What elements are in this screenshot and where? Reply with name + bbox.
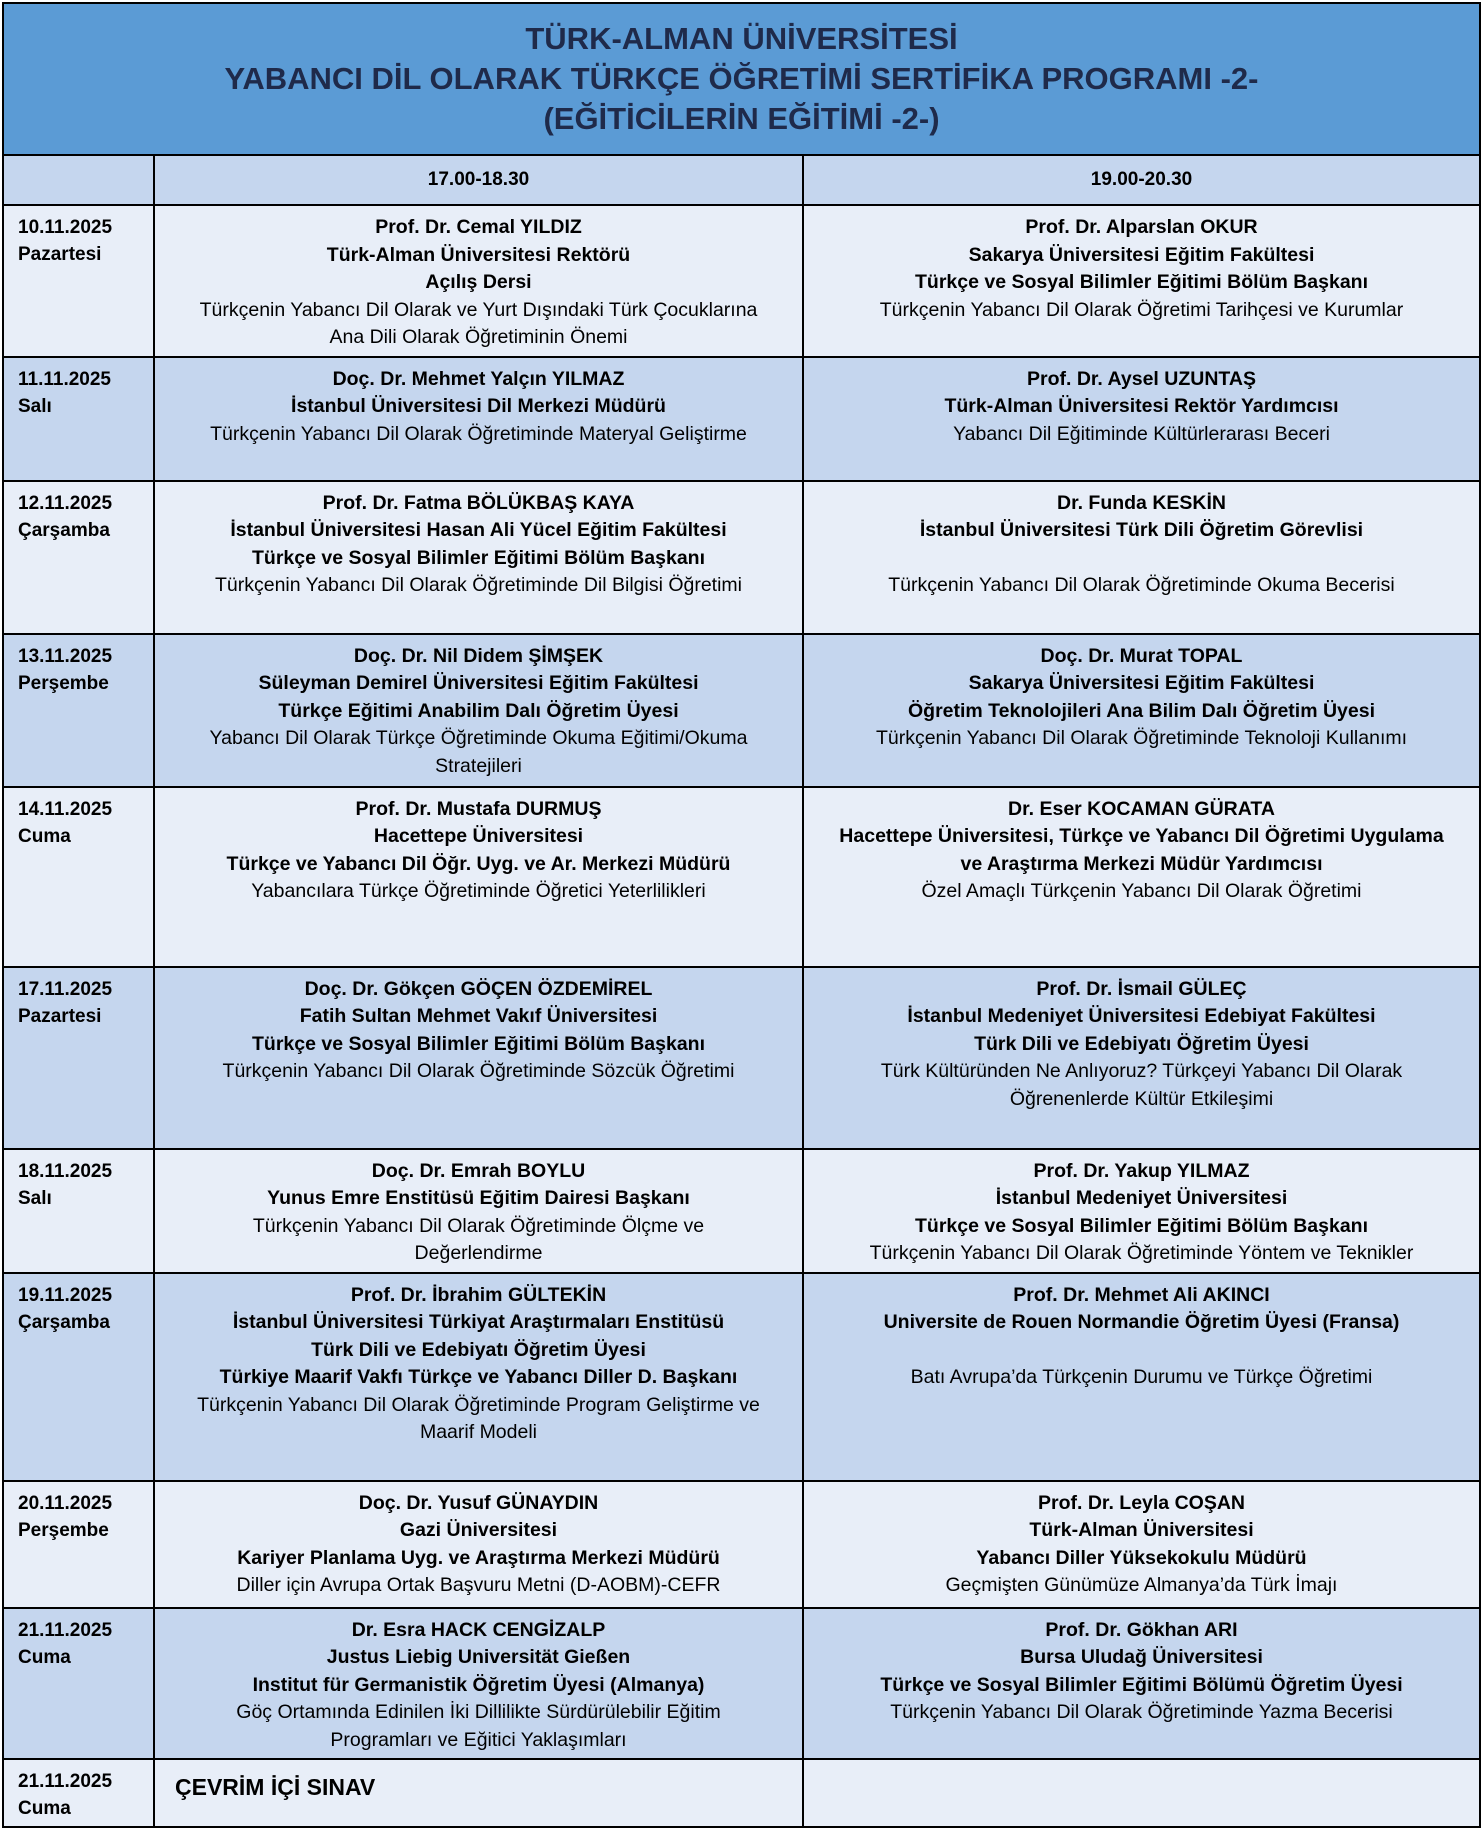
speaker-affiliation: Türk-Alman Üniversitesi Rektörü [326, 243, 631, 266]
session-date: 21.11.2025 [18, 1619, 113, 1641]
speaker-affiliation: Türkçe ve Sosyal Bilimler Eğitimi Bölümü Öğretim Üyesi [880, 1673, 1403, 1696]
speaker-affiliation: Türk Dili ve Edebiyatı Öğretim Üyesi [974, 1032, 1309, 1055]
exam-row [3, 1759, 1480, 1827]
date-cell [3, 1608, 154, 1760]
speaker-name: Doç. Dr. Nil Didem ŞİMŞEK [353, 644, 604, 667]
speaker-name: Dr. Funda KESKİN [1056, 491, 1227, 514]
session-cell-s2 [803, 1608, 1480, 1760]
title-row [3, 3, 1480, 155]
speaker-affiliation: Açılış Dersi [425, 271, 532, 293]
speaker-name: Prof. Dr. Yakup YILMAZ [1033, 1159, 1250, 1182]
speaker-name: Prof. Dr. Alparslan OKUR [1025, 216, 1258, 238]
speaker-affiliation: Hacettepe Üniversitesi, Türkçe ve Yabancı Dil Öğretimi Uygulama [839, 825, 1444, 847]
session-day: Pazartesi [18, 1005, 102, 1027]
session-topic: Batı Avrupa’da Türkçenin Durumu ve Türkçe Öğretimi [910, 1365, 1373, 1388]
speaker-name: Prof. Dr. İsmail GÜLEÇ [1036, 977, 1247, 1000]
session-topic: Türkçenin Yabancı Dil Olarak Öğretiminde Ölçme ve [252, 1214, 705, 1237]
session-day: Pazartesi [18, 244, 102, 265]
session-topic: Türkçenin Yabancı Dil Olarak Öğretiminde Okuma Becerisi [888, 573, 1395, 596]
speaker-name: Prof. Dr. Fatma BÖLÜKBAŞ KAYA [322, 491, 635, 514]
speaker-name: Dr. Esra HACK CENGİZALP [351, 1618, 606, 1641]
date-cell [3, 1759, 154, 1827]
schedule-table [2, 2, 1481, 1828]
speaker-affiliation: Kariyer Planlama Uyg. ve Araştırma Merkezi Müdürü [237, 1546, 720, 1569]
speaker-name: Doç. Dr. Gökçen GÖÇEN ÖZDEMİREL [304, 977, 653, 1000]
session-cell-s2 [803, 357, 1480, 481]
session-cell-s1 [154, 1273, 803, 1481]
session-cell-s1 [154, 634, 803, 787]
session-topic: Türkçenin Yabancı Dil Olarak Öğretiminde Teknoloji Kullanımı [875, 727, 1408, 749]
speaker-name: Doç. Dr. Yusuf GÜNAYDIN [358, 1491, 599, 1514]
schedule-row [3, 967, 1480, 1149]
session-cell-s2 [803, 1273, 1480, 1481]
session-topic: Yabancı Dil Eğitiminde Kültürlerarası Beceri [953, 422, 1330, 445]
session-topic: Göç Ortamında Edinilen İki Dillilikte Sürdürülebilir Eğitim [236, 1701, 721, 1723]
schedule-document [2, 2, 1479, 1828]
session-topic: Ana Dili Olarak Öğretiminin Önemi [329, 326, 628, 348]
date-cell [3, 1481, 154, 1608]
session-topic: Stratejileri [435, 754, 522, 777]
speaker-name: Prof. Dr. Mehmet Ali AKINCI [1013, 1283, 1270, 1306]
session-cell-s1 [154, 205, 803, 357]
speaker-affiliation: İstanbul Üniversitesi Hasan Ali Yücel Eğitim Fakültesi [230, 519, 727, 541]
session-date: 10.11.2025 [18, 217, 113, 238]
speaker-name: Prof. Dr. İbrahim GÜLTEKİN [350, 1283, 607, 1306]
session-cell-s2 [803, 1481, 1480, 1608]
session-date: 13.11.2025 [18, 645, 113, 667]
session-topic: Özel Amaçlı Türkçenin Yabancı Dil Olarak Öğretimi [921, 880, 1362, 902]
date-cell [3, 481, 154, 634]
schedule-row [3, 634, 1480, 787]
date-cell [3, 1149, 154, 1273]
session-date: 21.11.2025 [18, 1771, 113, 1792]
speaker-affiliation: Türkçe ve Sosyal Bilimler Eğitimi Bölüm Başkanı [915, 1214, 1368, 1237]
session-cell-s2 [803, 787, 1480, 967]
session-topic: Yabancılara Türkçe Öğretiminde Öğretici Yeterlilikleri [251, 880, 706, 902]
session-day: Cuma [18, 1798, 71, 1819]
speaker-name: Doç. Dr. Murat TOPAL [1040, 644, 1243, 667]
session-topic: Programları ve Eğitici Yaklaşımları [330, 1728, 627, 1751]
session-topic: Türk Kültüründen Ne Anlıyoruz? Türkçeyi Yabancı Dil Olarak [880, 1060, 1403, 1082]
session-topic: Türkçenin Yabancı Dil Olarak Öğretiminde Dil Bilgisi Öğretimi [214, 574, 743, 596]
session-topic: Yabancı Dil Olarak Türkçe Öğretiminde Okuma Eğitimi/Okuma [209, 727, 748, 749]
session-date: 12.11.2025 [18, 492, 113, 514]
session-cell-s2 [803, 1149, 1480, 1273]
speaker-affiliation: Türk Dili ve Edebiyatı Öğretim Üyesi [311, 1338, 646, 1361]
header-row [3, 155, 1480, 205]
speaker-affiliation: Türkçe ve Sosyal Bilimler Eğitimi Bölüm Başkanı [252, 546, 705, 569]
session-date: 19.11.2025 [18, 1284, 113, 1306]
title-line-1: TÜRK-ALMAN ÜNİVERSİTESİ [525, 21, 958, 56]
session-topic: Türkçenin Yabancı Dil Olarak Öğretiminde Sözcük Öğretimi [222, 1060, 735, 1082]
speaker-affiliation: Yunus Emre Enstitüsü Eğitim Dairesi Başkanı [267, 1187, 690, 1209]
session-day: Cuma [18, 1646, 71, 1668]
speaker-affiliation: Yabancı Diller Yüksekokulu Müdürü [976, 1546, 1307, 1569]
schedule-row [3, 1149, 1480, 1273]
speaker-affiliation: Bursa Uludağ Üniversitesi [1020, 1646, 1263, 1668]
spacer [822, 1337, 1461, 1364]
session-cell-s2 [803, 634, 1480, 787]
speaker-name: Prof. Dr. Leyla COŞAN [1038, 1491, 1245, 1514]
speaker-name: Dr. Eser KOCAMAN GÜRATA [1008, 797, 1275, 820]
speaker-affiliation: İstanbul Medeniyet Üniversitesi [995, 1187, 1288, 1209]
speaker-name: Doç. Dr. Emrah BOYLU [371, 1159, 586, 1182]
date-cell [3, 967, 154, 1149]
schedule-row [3, 205, 1480, 357]
speaker-affiliation: İstanbul Üniversitesi Dil Merkezi Müdürü [291, 395, 666, 417]
session-date: 11.11.2025 [18, 368, 111, 390]
date-cell [3, 1273, 154, 1481]
session-cell-s1 [154, 967, 803, 1149]
session-day: Perşembe [18, 1519, 109, 1541]
session-topic: Türkçenin Yabancı Dil Olarak ve Yurt Dışındaki Türk Çocuklarına [199, 298, 758, 321]
speaker-affiliation: İstanbul Üniversitesi Türk Dili Öğretim Görevlisi [919, 519, 1364, 541]
speaker-affiliation: İstanbul Medeniyet Üniversitesi Edebiyat Fakültesi [907, 1005, 1376, 1027]
title-line-2: YABANCI DİL OLARAK TÜRKÇE ÖĞRETİMİ SERTİFİKA PROGRAMI -2- [224, 61, 1259, 96]
speaker-affiliation: ve Araştırma Merkezi Müdür Yardımcısı [960, 852, 1323, 875]
speaker-affiliation: Justus Liebig Universität Gießen [326, 1646, 631, 1668]
speaker-affiliation: Türkiye Maarif Vakfı Türkçe ve Yabancı Diller D. Başkanı [219, 1366, 738, 1388]
schedule-row [3, 1608, 1480, 1760]
session-cell-s1 [154, 1481, 803, 1608]
title-cell [3, 3, 1480, 155]
title-line-3: (EĞİTİCİLERİN EĞİTİMİ -2-) [543, 101, 940, 136]
session-day: Salı [18, 1187, 52, 1209]
speaker-affiliation: Fatih Sultan Mehmet Vakıf Üniversitesi [299, 1005, 658, 1027]
session-date: 18.11.2025 [18, 1160, 113, 1182]
session-day: Salı [18, 395, 52, 417]
session-topic: Diller için Avrupa Ortak Başvuru Metni (D-AOBM)-CEFR [236, 1574, 721, 1596]
speaker-affiliation: Sakarya Üniversitesi Eğitim Fakültesi [968, 243, 1315, 266]
session-topic: Değerlendirme [414, 1242, 543, 1264]
session-date: 20.11.2025 [18, 1492, 113, 1514]
online-exam-label: ÇEVRİM İÇİ SINAV [154, 1759, 803, 1827]
session-cell-s1 [154, 481, 803, 634]
session-topic: Türkçenin Yabancı Dil Olarak Öğretiminde Materyal Geliştirme [210, 422, 747, 445]
session-cell-s2 [803, 967, 1480, 1149]
session-cell-s1 [154, 1149, 803, 1273]
header-slot-1: 17.00-18.30 [154, 155, 803, 205]
speaker-name: Prof. Dr. Aysel UZUNTAŞ [1027, 367, 1256, 390]
schedule-row [3, 1273, 1480, 1481]
session-day: Çarşamba [18, 1311, 110, 1333]
session-cell-s2 [803, 481, 1480, 634]
schedule-row [3, 787, 1480, 967]
spacer [822, 545, 1461, 572]
speaker-name: Prof. Dr. Cemal YILDIZ [375, 216, 582, 238]
date-cell [3, 634, 154, 787]
speaker-affiliation: Türkçe Eğitimi Anabilim Dalı Öğretim Üyesi [278, 699, 679, 722]
session-topic: Türkçenin Yabancı Dil Olarak Öğretiminde Yöntem ve Teknikler [869, 1242, 1414, 1264]
speaker-affiliation: Türkçe ve Sosyal Bilimler Eğitimi Bölüm Başkanı [915, 271, 1368, 293]
session-date: 14.11.2025 [18, 798, 113, 820]
session-cell-s1 [154, 357, 803, 481]
speaker-name: Prof. Dr. Mustafa DURMUŞ [355, 797, 602, 820]
speaker-affiliation: Türk-Alman Üniversitesi [1029, 1519, 1254, 1541]
session-day: Çarşamba [18, 519, 110, 541]
speaker-affiliation: Hacettepe Üniversitesi [373, 825, 584, 847]
session-topic: Türkçenin Yabancı Dil Olarak Öğretiminde Yazma Becerisi [890, 1701, 1393, 1723]
speaker-affiliation: Öğretim Teknolojileri Ana Bilim Dalı Öğretim Üyesi [907, 699, 1376, 722]
session-day: Perşembe [18, 672, 109, 694]
speaker-name: Prof. Dr. Gökhan ARI [1045, 1618, 1238, 1641]
schedule-row [3, 1481, 1480, 1608]
empty-cell [803, 1759, 1480, 1827]
date-cell [3, 205, 154, 357]
speaker-affiliation: Türk-Alman Üniversitesi Rektör Yardımcısı [944, 395, 1339, 417]
header-slot-2: 19.00-20.30 [803, 155, 1480, 205]
speaker-affiliation: İstanbul Üniversitesi Türkiyat Araştırmaları Enstitüsü [232, 1311, 725, 1333]
session-day: Cuma [18, 825, 71, 847]
session-topic: Türkçenin Yabancı Dil Olarak Öğretimi Tarihçesi ve Kurumlar [879, 298, 1404, 321]
session-topic: Türkçenin Yabancı Dil Olarak Öğretiminde Program Geliştirme ve [197, 1393, 760, 1416]
speaker-affiliation: Türkçe ve Yabancı Dil Öğr. Uyg. ve Ar. Merkezi Müdürü [226, 852, 731, 875]
session-topic: Öğrenenlerde Kültür Etkileşimi [1009, 1087, 1274, 1110]
speaker-affiliation: Süleyman Demirel Üniversitesi Eğitim Fakültesi [258, 672, 699, 694]
session-date: 17.11.2025 [18, 978, 113, 1000]
date-cell [3, 357, 154, 481]
speaker-affiliation: Gazi Üniversitesi [399, 1519, 558, 1541]
session-topic: Maarif Modeli [419, 1421, 538, 1443]
session-cell-s2 [803, 205, 1480, 357]
date-cell [3, 787, 154, 967]
session-topic: Geçmişten Günümüze Almanya’da Türk İmajı [945, 1574, 1338, 1596]
header-date-cell [3, 155, 154, 205]
speaker-affiliation: Universite de Rouen Normandie Öğretim Üyesi (Fransa) [883, 1311, 1400, 1333]
speaker-affiliation: Institut für Germanistik Öğretim Üyesi (Almanya) [252, 1673, 705, 1696]
session-cell-s1 [154, 1608, 803, 1760]
speaker-affiliation: Sakarya Üniversitesi Eğitim Fakültesi [968, 672, 1315, 694]
speaker-name: Doç. Dr. Mehmet Yalçın YILMAZ [332, 367, 625, 390]
schedule-row [3, 481, 1480, 634]
schedule-row [3, 357, 1480, 481]
speaker-affiliation: Türkçe ve Sosyal Bilimler Eğitimi Bölüm Başkanı [252, 1032, 705, 1055]
session-cell-s1 [154, 787, 803, 967]
